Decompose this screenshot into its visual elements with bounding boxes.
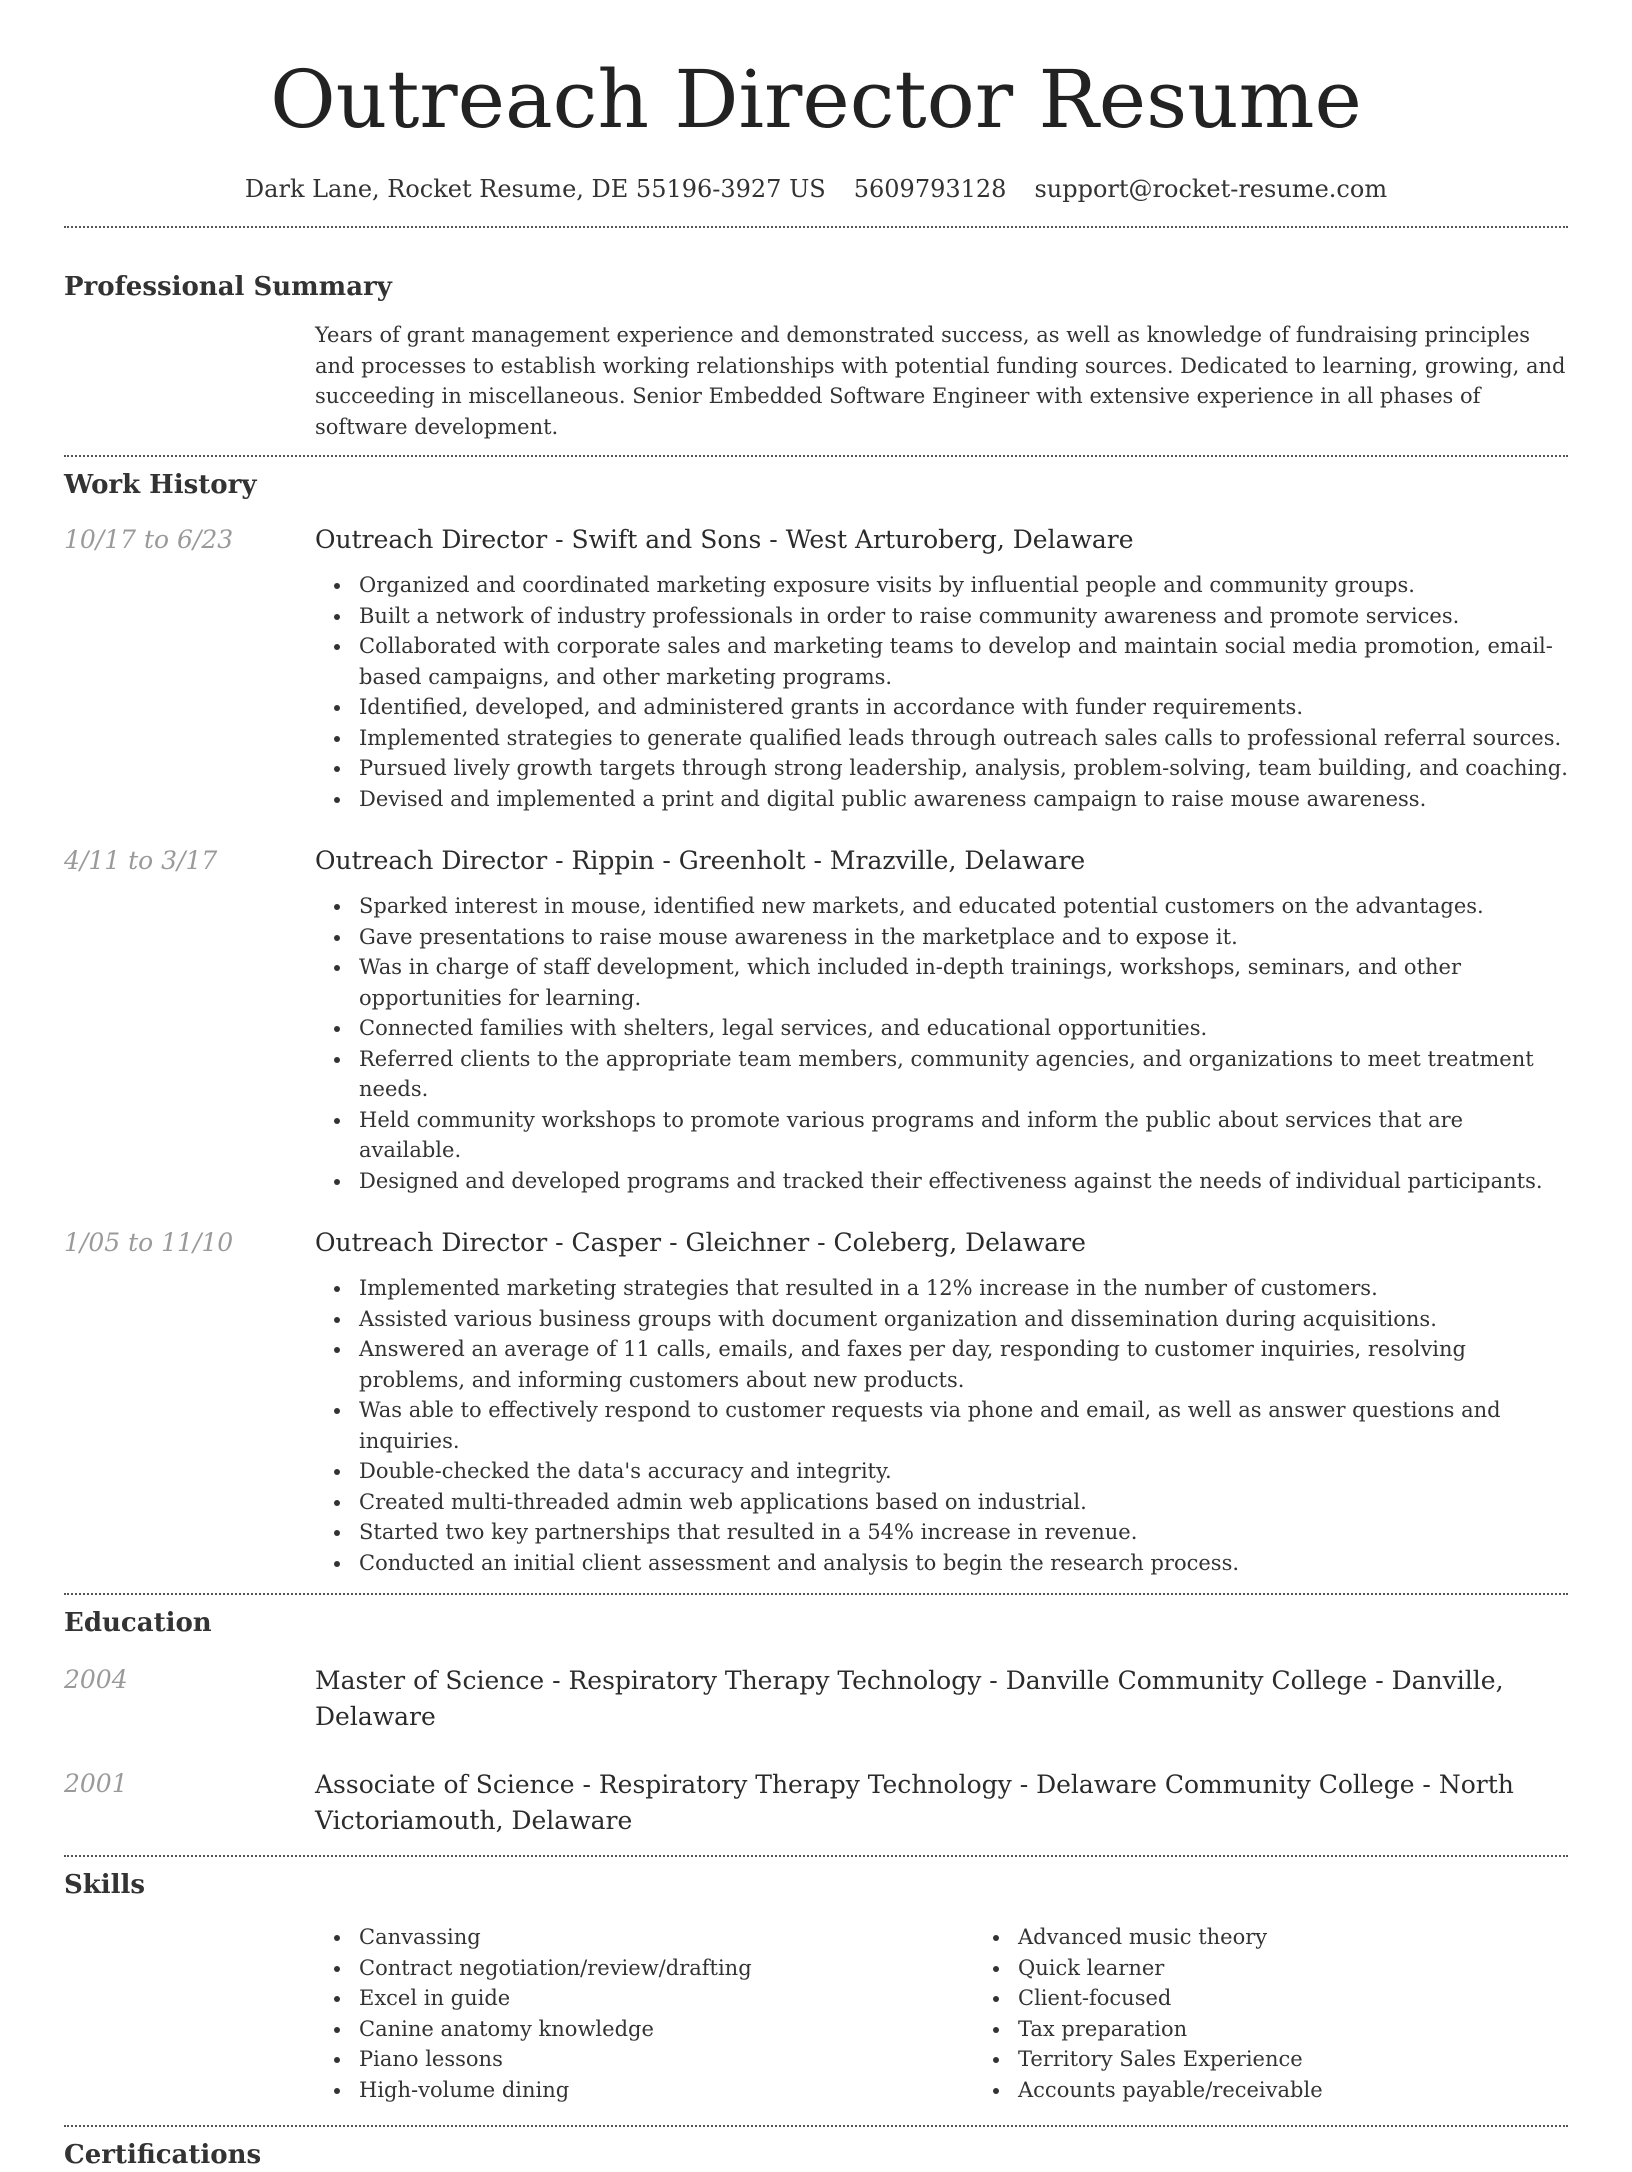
education-degree: Master of Science - Respiratory Therapy Technology - Danville Community College - Danville, Delaware [315,1666,1504,1731]
skills-left-spacer [64,1922,315,2105]
list-item: Answered an average of 11 calls, emails, and faxes per day, responding to customer inquiries, resolving problems, and informing customers about new products. [359,1334,1568,1395]
job-entry [64,523,1568,814]
divider [64,1855,1568,1857]
contact-address: Dark Lane, Rocket Resume, DE 55196-3927 US [244,175,826,203]
list-item: Gave presentations to raise mouse awareness in the marketplace and to expose it. [359,922,1568,953]
contact-email: support@rocket-resume.com [1034,175,1388,203]
list-item: Connected families with shelters, legal services, and educational opportunities. [359,1013,1568,1044]
list-item: Contract negotiation/review/drafting [359,1953,974,1984]
job-title: Outreach Director - Swift and Sons - West Arturoberg, Delaware [315,525,1134,554]
job-dates: 4/11 to 3/17 [64,846,218,875]
job-dates: 1/05 to 11/10 [64,1228,234,1257]
list-item: Canine anatomy knowledge [359,2014,974,2045]
divider [64,2125,1568,2127]
education-entry [64,1663,1568,1735]
list-item: Territory Sales Experience [1018,2044,1632,2075]
education-year: 2001 [64,1769,128,1798]
divider [64,1593,1568,1595]
job-title: Outreach Director - Rippin - Greenholt - Mrazville, Delaware [315,846,1086,875]
job-dates: 10/17 to 6/23 [64,525,234,554]
list-item: Built a network of industry professionals in order to raise community awareness and promote services. [359,601,1568,632]
contact-phone: 5609793128 [853,175,1007,203]
education-degree: Associate of Science - Respiratory Therapy Technology - Delaware Community College - North Victoriamouth, Delaware [315,1770,1514,1835]
list-item: Organized and coordinated marketing exposure visits by influential people and community groups. [359,570,1568,601]
list-item: Canvassing [359,1922,974,1953]
list-item: Client-focused [1018,1983,1632,2014]
summary-text: Years of grant management experience and demonstrated success, as well as knowledge of fundraising principles and processes to establish working relationships with potential funding sources. Dedicated to learning, growing, and succeeding in miscellaneous. Senior Embedded Software Engineer with extensive experience in all phases of software development. [315,323,1566,439]
list-item: Sparked interest in mouse, identified new markets, and educated potential customers on the advantages. [359,891,1568,922]
skills-list-left [315,1922,974,2105]
divider [64,226,1568,228]
list-item: Piano lessons [359,2044,974,2075]
summary-left-spacer [64,320,315,442]
job-bullets [315,891,1568,1196]
section-title-certifications: Certifications [64,2140,262,2170]
job-entry [64,1226,1568,1578]
job-bullets [315,570,1568,814]
divider [64,455,1568,457]
skills-columns [315,1922,1632,2105]
list-item: Created multi-threaded admin web applications based on industrial. [359,1487,1568,1518]
skills-row [64,1922,1568,2105]
list-item: Identified, developed, and administered grants in accordance with funder requirements. [359,692,1568,723]
list-item: Accounts payable/receivable [1018,2075,1632,2106]
list-item: Held community workshops to promote various programs and inform the public about services that are available. [359,1105,1568,1166]
list-item: Double-checked the data's accuracy and integrity. [359,1456,1568,1487]
list-item: Implemented strategies to generate qualified leads through outreach sales calls to professional referral sources. [359,723,1568,754]
list-item: Designed and developed programs and tracked their effectiveness against the needs of individual participants. [359,1166,1568,1197]
education-year: 2004 [64,1665,128,1694]
resume-title: Outreach Director Resume [270,53,1362,146]
section-title-summary: Professional Summary [64,272,392,302]
list-item: Quick learner [1018,1953,1632,1984]
list-item: Tax preparation [1018,2014,1632,2045]
list-item: High-volume dining [359,2075,974,2106]
list-item: Implemented marketing strategies that resulted in a 12% increase in the number of customers. [359,1273,1568,1304]
education-entry [64,1767,1568,1839]
skills-list-right [974,1922,1632,2105]
list-item: Collaborated with corporate sales and marketing teams to develop and maintain social media promotion, email-based campaigns, and other marketing programs. [359,631,1568,692]
contact-line [64,172,1568,206]
list-item: Advanced music theory [1018,1922,1632,1953]
list-item: Was in charge of staff development, which included in-depth trainings, workshops, seminars, and other opportunities for learning. [359,952,1568,1013]
section-title-education: Education [64,1608,212,1638]
summary-row [64,320,1568,442]
list-item: Excel in guide [359,1983,974,2014]
job-bullets [315,1273,1568,1578]
resume-page [64,0,1568,2172]
section-title-skills: Skills [64,1870,146,1900]
list-item: Pursued lively growth targets through strong leadership, analysis, problem-solving, team building, and coaching. [359,753,1568,784]
list-item: Was able to effectively respond to customer requests via phone and email, as well as answer questions and inquiries. [359,1395,1568,1456]
list-item: Referred clients to the appropriate team members, community agencies, and organizations to meet treatment needs. [359,1044,1568,1105]
list-item: Started two key partnerships that resulted in a 54% increase in revenue. [359,1517,1568,1548]
list-item: Devised and implemented a print and digital public awareness campaign to raise mouse awareness. [359,784,1568,815]
job-entry [64,844,1568,1196]
job-title: Outreach Director - Casper - Gleichner - Coleberg, Delaware [315,1228,1086,1257]
list-item: Assisted various business groups with document organization and dissemination during acquisitions. [359,1304,1568,1335]
list-item: Conducted an initial client assessment and analysis to begin the research process. [359,1548,1568,1579]
section-title-work: Work History [64,470,257,500]
